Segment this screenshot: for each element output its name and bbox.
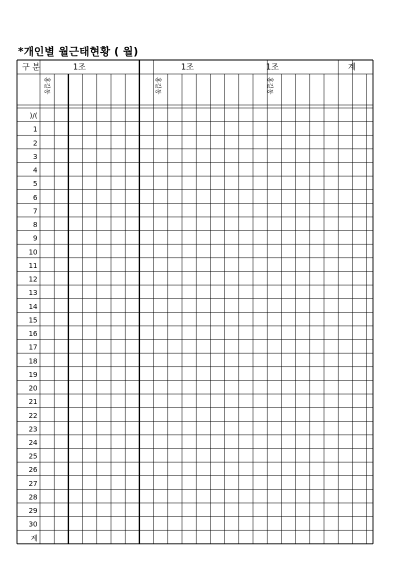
row-label-day: 29: [28, 507, 38, 516]
row-label-day: 14: [28, 302, 38, 311]
row-label-day: 11: [28, 261, 38, 270]
grid-lines: [17, 60, 373, 544]
row-label-day: 13: [28, 289, 38, 298]
row-label-day: 16: [28, 330, 38, 339]
header-group-3: 1조: [266, 62, 279, 72]
row-label-day: 27: [28, 479, 38, 488]
header-group-2: 1조: [181, 62, 194, 72]
row-label-day: 7: [33, 207, 38, 216]
row-label-day: 26: [28, 466, 38, 475]
row-label-day: 17: [28, 343, 38, 352]
name-label-3: 홍길동: [266, 77, 273, 95]
row-label-total: 계: [30, 534, 38, 543]
row-label-day: 15: [28, 316, 38, 325]
row-label-day: 21: [28, 398, 38, 407]
header-total: 계: [348, 62, 356, 72]
row-labels: [29, 112, 38, 542]
row-label-day: 10: [28, 248, 38, 257]
row-label-header: )/(: [29, 112, 38, 121]
row-label-day: 18: [28, 357, 38, 366]
row-label-day: 1: [33, 125, 38, 134]
row-label-day: 8: [33, 221, 38, 230]
row-label-day: 22: [28, 411, 38, 420]
row-label-day: 25: [28, 452, 38, 461]
row-label-day: 2: [33, 139, 38, 148]
row-label-day: 30: [28, 520, 38, 529]
row-label-day: 28: [28, 493, 38, 502]
row-label-day: 19: [28, 370, 38, 379]
row-label-day: 24: [28, 439, 38, 447]
row-label-day: 3: [33, 152, 38, 161]
row-label-day: 20: [28, 384, 38, 393]
row-label-day: 4: [33, 166, 38, 175]
row-label-day: 23: [28, 425, 38, 434]
header-category: 구 분: [22, 62, 40, 72]
row-label-day: 6: [33, 193, 38, 202]
row-label-day: 5: [33, 180, 38, 189]
row-label-day: 12: [28, 275, 38, 284]
row-label-day: 9: [33, 234, 38, 243]
header-group-1: 1조: [73, 62, 86, 72]
name-label-1: 홍길동: [43, 77, 50, 95]
sheet-title: *개인별 월근태현황 ( 월): [18, 46, 139, 58]
name-label-2: 홍길동: [154, 77, 161, 95]
